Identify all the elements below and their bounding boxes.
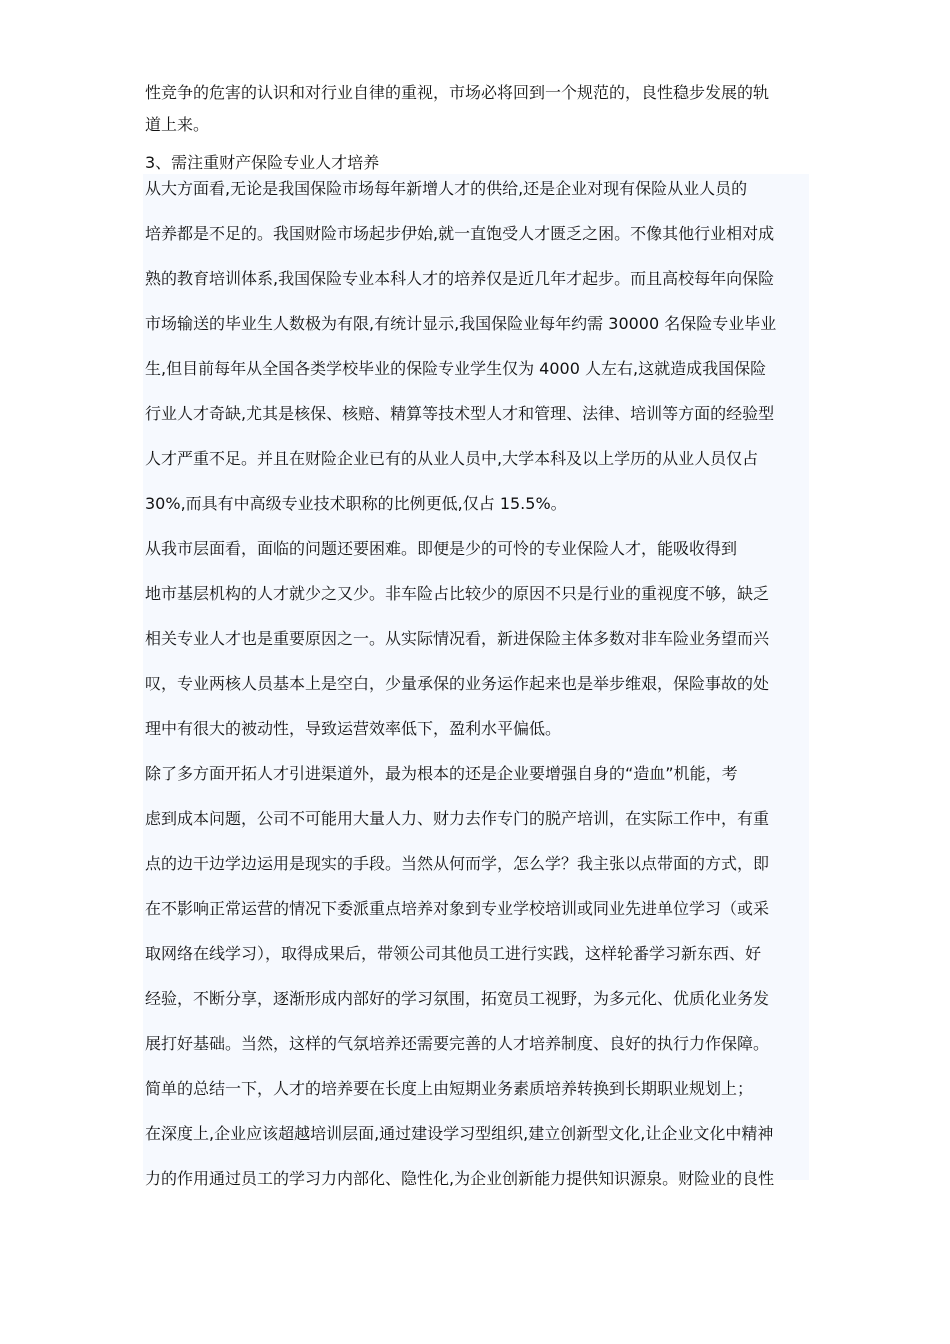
paragraph-line: 人才严重不足。并且在财险企业已有的从业人员中,大学本科及以上学历的从业人员仅占 <box>145 449 759 468</box>
paragraph-line: 虑到成本问题，公司不可能用大量人力、财力去作专门的脱产培训，在实际工作中，有重 <box>145 809 770 828</box>
paragraph-line: 行业人才奇缺,尤其是核保、核赔、精算等技术型人才和管理、法律、培训等方面的经验型 <box>145 404 775 423</box>
paragraph-line: 除了多方面开拓人才引进渠道外，最为根本的还是企业要增强自身的“造血”机能，考 <box>145 764 738 783</box>
intro-line: 道上来。 <box>145 115 210 134</box>
paragraph-line: 从我市层面看，面临的问题还要困难。即便是少的可怜的专业保险人才，能吸收得到 <box>145 539 738 558</box>
intro-line: 性竞争的危害的认识和对行业自律的重视，市场必将回到一个规范的，良性稳步发展的轨 <box>145 83 770 102</box>
paragraph-line: 培养都是不足的。我国财险市场起步伊始,就一直饱受人才匮乏之困。不像其他行业相对成 <box>145 224 775 243</box>
section-heading: 3、需注重财产保险专业人才培养 <box>145 153 380 172</box>
paragraph-line: 从大方面看,无论是我国保险市场每年新增人才的供给,还是企业对现有保险从业人员的 <box>145 179 748 198</box>
paragraph-line: 在不影响正常运营的情况下委派重点培养对象到专业学校培训或同业先进单位学习（或采 <box>145 899 770 918</box>
paragraph-line: 力的作用通过员工的学习力内部化、隐性化,为企业创新能力提供知识源泉。财险业的良性 <box>145 1169 775 1188</box>
paragraph-line: 熟的教育培训体系,我国保险专业本科人才的培养仅是近几年才起步。而且高校每年向保险 <box>145 269 775 288</box>
paragraph-line: 30%,而具有中高级专业技术职称的比例更低,仅占 15.5%。 <box>145 494 567 513</box>
paragraph-line: 取网络在线学习），取得成果后，带领公司其他员工进行实践，这样轮番学习新东西、好 <box>145 944 762 963</box>
paragraph-line: 叹，专业两核人员基本上是空白，少量承保的业务运作起来也是举步维艰，保险事故的处 <box>145 674 770 693</box>
paragraph-line: 市场输送的毕业生人数极为有限,有统计显示,我国保险业每年约需 30000 名保险专业毕业 <box>145 314 777 333</box>
paragraph-line: 在深度上,企业应该超越培训层面,通过建设学习型组织,建立创新型文化,让企业文化中精神 <box>145 1124 774 1143</box>
paragraph-line: 展打好基础。当然，这样的气氛培养还需要完善的人才培养制度、良好的执行力作保障。 <box>145 1034 770 1053</box>
paragraph-line: 点的边干边学边运用是现实的手段。当然从何而学，怎么学？我主张以点带面的方式，即 <box>145 854 770 873</box>
paragraph-line: 相关专业人才也是重要原因之一。从实际情况看，新进保险主体多数对非车险业务望而兴 <box>145 629 770 648</box>
paragraph-line: 经验，不断分享，逐渐形成内部好的学习氛围，拓宽员工视野，为多元化、优质化业务发 <box>145 989 770 1008</box>
paragraph-line: 理中有很大的被动性，导致运营效率低下，盈利水平偏低。 <box>145 719 562 738</box>
paragraph-line: 地市基层机构的人才就少之又少。非车险占比较少的原因不只是行业的重视度不够，缺乏 <box>145 584 770 603</box>
paragraph-line: 生,但目前每年从全国各类学校毕业的保险专业学生仅为 4000 人左右,这就造成我国保险 <box>145 359 767 378</box>
paragraph-line: 简单的总结一下，人才的培养要在长度上由短期业务素质培养转换到长期职业规划上； <box>145 1079 754 1098</box>
intro-paragraph <box>145 77 807 141</box>
